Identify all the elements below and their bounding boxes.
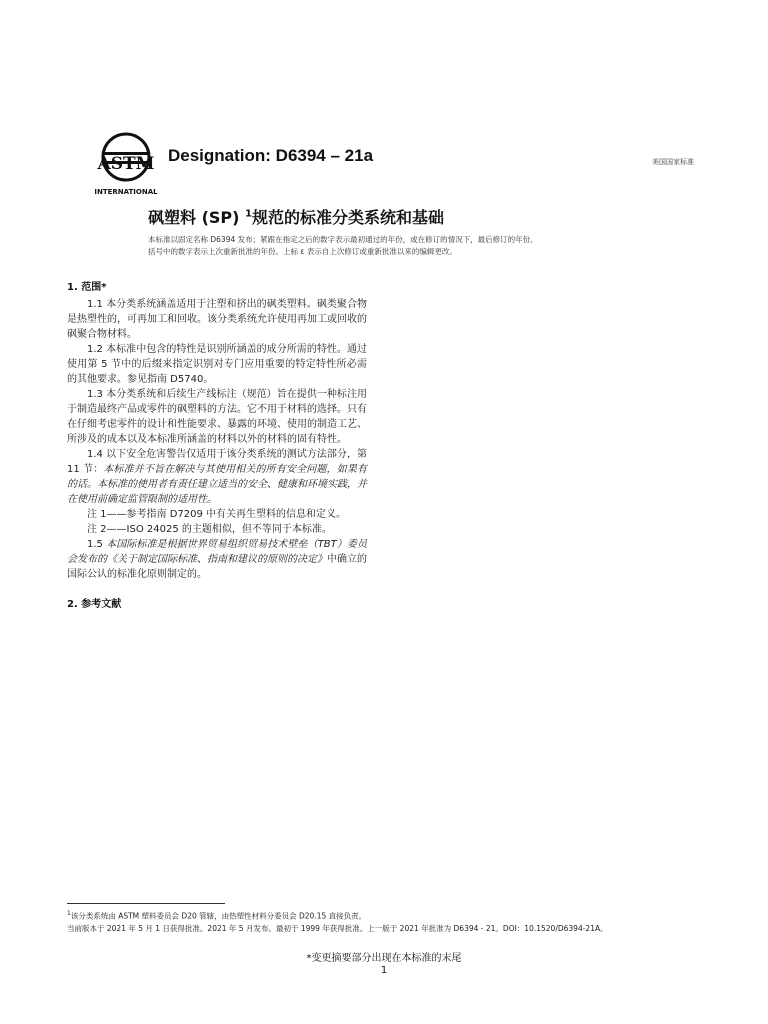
page-number: 1 <box>380 965 388 976</box>
svg-text:ASTM: ASTM <box>97 154 155 174</box>
main-column <box>67 281 367 614</box>
astm-logo <box>88 128 164 198</box>
summary-of-changes-note: *变更摘要部分出现在本标准的末尾 <box>306 953 462 964</box>
section-1-heading: 1. 范围* <box>67 282 107 293</box>
footnote-divider <box>67 903 225 904</box>
footnotes <box>67 908 707 935</box>
footnote-1: $^1$该分类系统由 ASTM 塑料委员会 D20 管辖，由热塑性材料分委员会 D20.15 直接负责。 <box>67 910 367 921</box>
paragraph-1-5: 1.5 本国际标准是根据世界贸易组织贸易技术壁垒（TBT）委员会发布的《关于制定国际标准、指南和建议的原则的决定》中确立的国际公认的标准化原则制定的。 <box>67 539 367 580</box>
designation-notice: 本标准以固定名称 D6394 发布；紧跟在指定之后的数字表示最初通过的年份，或在修订的情况下，最后修订的年份。 括号中的数字表示上次重新批准的年份。上标 ε 表示自上次修订或重新批准以来的编辑更改。 <box>148 235 538 256</box>
footnote-1-approval: 当前版本于 2021 年 5 月 1 日获得批准。2021 年 5 月发布。最初于 1999 年获得批准。上一版于 2021 年批准为 D6394 - 21。DOI：10.1520/D6394-21A。 <box>67 923 608 933</box>
svg-text:INTERNATIONAL: INTERNATIONAL <box>94 188 158 196</box>
document-title: 砜塑料 (SP) $^1$规范的标准分类系统和基础 <box>148 208 445 227</box>
national-standard-label: 美国国家标准 <box>652 158 694 166</box>
paragraph-1-2: 1.2 本标准中包含的特性是识别所涵盖的成分所需的特性。通过使用第 5 节中的后缀来指定识别对专门应用重要的特定特性所必需的其他要求。参见指南 D5740。 <box>67 344 367 385</box>
designation: Designation: D6394 – 21a <box>168 146 374 165</box>
paragraph-1-1: 1.1 本分类系统涵盖适用于注塑和挤出的砜类塑料。砜类聚合物是热塑性的，可再加工和回收。该分类系统允许使用再加工或回收的砜聚合物材料。 <box>67 299 367 340</box>
note-2: 注 2——ISO 24025 的主题相似，但不等同于本标准。 <box>87 524 332 535</box>
section-2-heading: 2. 参考文献 <box>67 599 122 610</box>
note-1: 注 1——参考指南 D7209 中有关再生塑料的信息和定义。 <box>87 509 347 520</box>
paragraph-1-4: 1.4 以下安全危害警告仅适用于该分类系统的测试方法部分，第 11 节：本标准并不旨在解决与其使用相关的所有安全问题，如果有的话。本标准的使用者有责任建立适当的安全、健康和环境实践，并在使用前确定监管限制的适用性。 <box>67 449 367 505</box>
paragraph-1-3: 1.3 本分类系统和后续生产线标注（规范）旨在提供一种标注用于制造最终产品或零件的砜塑料的方法。它不用于材料的选择。只有在仔细考虑零件的设计和性能要求、暴露的环境、使用的制造工艺、所涉及的成本以及本标准所涵盖的材料以外的材料的固有特性。 <box>67 389 367 445</box>
